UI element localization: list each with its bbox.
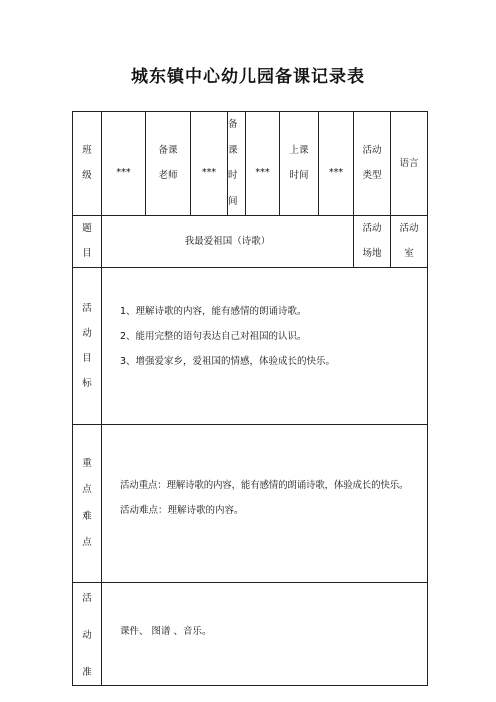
preparation-label-cell: 活 动 准 bbox=[73, 582, 102, 685]
venue-value: 活动室 bbox=[399, 222, 419, 260]
teacher-label-cell: 备课 老师 bbox=[146, 112, 191, 216]
topic-row bbox=[73, 215, 428, 267]
preparation-row bbox=[73, 582, 428, 685]
prep-time-value: *** bbox=[246, 112, 280, 216]
preparation-content bbox=[102, 582, 428, 685]
venue-label-cell: 活动 场地 bbox=[354, 215, 391, 267]
lesson-time-label-cell: 上课 时间 bbox=[280, 112, 319, 216]
header-row bbox=[73, 112, 428, 216]
venue-value-cell bbox=[391, 215, 428, 267]
goal-item: 2、能用完整的语句表达自己对祖国的认识。 bbox=[120, 331, 307, 343]
key-points-content bbox=[102, 424, 428, 582]
lesson-record-table bbox=[72, 111, 428, 686]
topic-label-cell: 题 目 bbox=[73, 215, 102, 267]
lesson-time-value: *** bbox=[319, 112, 354, 216]
key-points-row bbox=[73, 424, 428, 582]
topic-value: 我最爱祖国（诗歌） bbox=[102, 215, 354, 267]
preparation-text: 课件、 图谱 、音乐。 bbox=[120, 625, 212, 637]
activity-type-label-cell: 活动 类型 bbox=[354, 112, 391, 216]
activity-type-value: 语言 bbox=[391, 112, 428, 216]
goals-label-cell: 活 动 目 标 bbox=[73, 267, 102, 424]
goals-row bbox=[73, 267, 428, 424]
goals-content bbox=[102, 267, 428, 424]
key-point-item: 活动重点：理解诗歌的内容，能有感情的朗诵诗歌，体验成长的快乐。 bbox=[120, 480, 409, 492]
key-points-label-cell: 重 点 难 点 bbox=[73, 424, 102, 582]
key-point-item: 活动难点：理解诗歌的内容。 bbox=[120, 505, 244, 517]
prep-time-label-cell: 备课 时间 bbox=[228, 112, 246, 216]
goal-item: 1、理解诗歌的内容，能有感情的朗诵诗歌。 bbox=[120, 306, 307, 318]
page-title: 城东镇中心幼儿园备课记录表 bbox=[131, 67, 365, 87]
class-value: *** bbox=[102, 112, 146, 216]
goal-item: 3、增强爱家乡，爱祖国的情感，体验成长的快乐。 bbox=[120, 356, 336, 368]
teacher-value: *** bbox=[191, 112, 228, 216]
class-label-cell: 班 级 bbox=[73, 112, 102, 216]
